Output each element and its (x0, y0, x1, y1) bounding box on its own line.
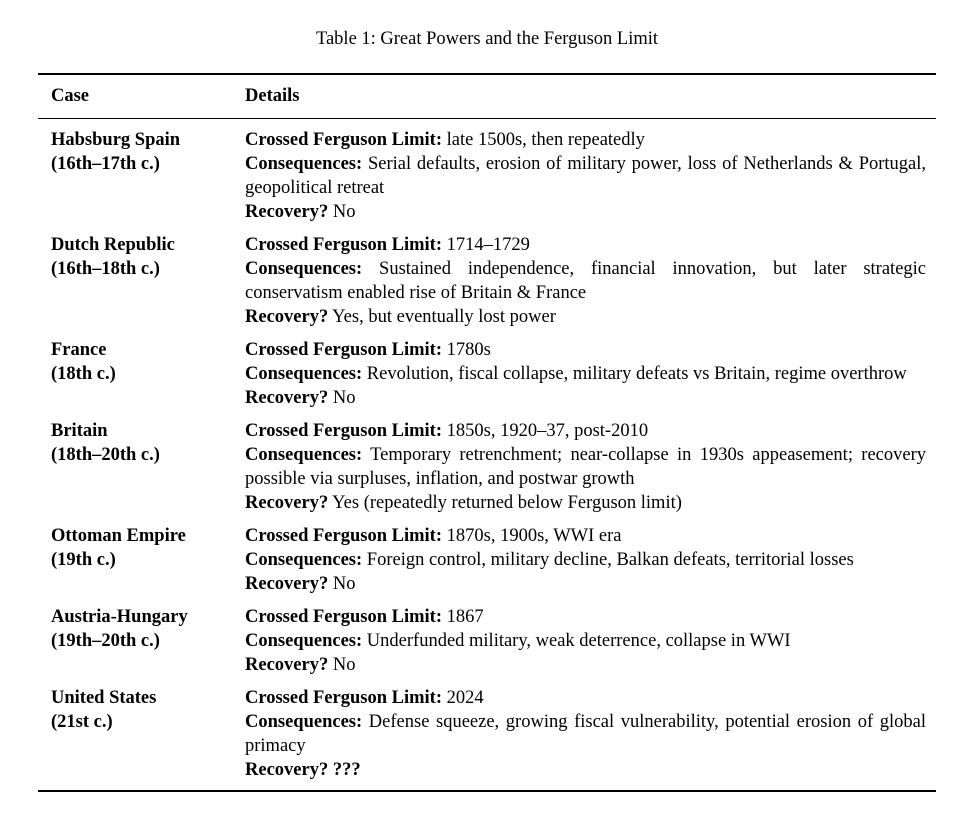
table-row (38, 686, 936, 782)
case-period: (21st c.) (51, 712, 113, 732)
table-row (38, 338, 936, 410)
table-header-row (38, 75, 936, 118)
consequences-line (245, 152, 926, 200)
consequences-value: Sustained independence, financial innovation, but later strategic conservatism enabled rise of Britain & France (245, 259, 927, 303)
case-cell (38, 338, 232, 410)
table-row (38, 605, 936, 677)
crossed-limit-value: 1850s, 1920–37, post-2010 (446, 421, 649, 441)
consequences-label: Consequences: (245, 259, 363, 279)
crossed-limit-label: Crossed Ferguson Limit: (245, 421, 442, 441)
consequences-label: Consequences: (245, 712, 363, 732)
details-cell (232, 233, 936, 329)
consequences-line (245, 548, 926, 572)
crossed-limit-value: 1714–1729 (446, 235, 530, 255)
case-period: (19th c.) (51, 550, 116, 570)
consequences-line (245, 710, 926, 758)
details-cell (232, 419, 936, 515)
recovery-label: Recovery? (245, 655, 329, 675)
case-cell (38, 524, 232, 596)
recovery-label: Recovery? (245, 760, 329, 780)
recovery-line (245, 305, 926, 329)
case-name: Ottoman Empire (51, 526, 186, 546)
table-row (38, 128, 936, 224)
crossed-limit-line (245, 605, 926, 629)
crossed-limit-label: Crossed Ferguson Limit: (245, 526, 442, 546)
crossed-limit-line (245, 128, 926, 152)
details-cell (232, 128, 936, 224)
recovery-label: Recovery? (245, 388, 329, 408)
table-row (38, 419, 936, 515)
recovery-line (245, 491, 926, 515)
case-cell (38, 686, 232, 782)
details-cell (232, 686, 936, 782)
crossed-limit-value: late 1500s, then repeatedly (446, 130, 645, 150)
recovery-line (245, 200, 926, 224)
consequences-line (245, 257, 926, 305)
case-name: France (51, 340, 107, 360)
case-period: (16th–18th c.) (51, 259, 160, 279)
recovery-line (245, 572, 926, 596)
case-cell (38, 419, 232, 515)
crossed-limit-value: 1867 (446, 607, 484, 627)
table-body (38, 119, 936, 782)
consequences-label: Consequences: (245, 631, 363, 651)
case-period: (19th–20th c.) (51, 631, 160, 651)
case-cell (38, 605, 232, 677)
table-row (38, 524, 936, 596)
case-period: (18th–20th c.) (51, 445, 160, 465)
consequences-value: Foreign control, military decline, Balkan defeats, territorial losses (366, 550, 854, 570)
consequences-line (245, 443, 926, 491)
consequences-line (245, 362, 926, 386)
recovery-value: Yes (repeatedly returned below Ferguson limit) (332, 493, 682, 513)
recovery-value: ??? (332, 760, 361, 780)
recovery-line (245, 653, 926, 677)
case-cell (38, 233, 232, 329)
case-name: Habsburg Spain (51, 130, 181, 150)
recovery-line (245, 758, 926, 782)
crossed-limit-value: 2024 (446, 688, 484, 708)
crossed-limit-label: Crossed Ferguson Limit: (245, 340, 442, 360)
recovery-label: Recovery? (245, 574, 329, 594)
crossed-limit-line (245, 338, 926, 362)
consequences-label: Consequences: (245, 154, 363, 174)
consequences-value: Temporary retrenchment; near-collapse in 1930s appeasement; recovery possible via surpluses, inflation, and postwar growth (245, 445, 926, 489)
consequences-value: Underfunded military, weak deterrence, collapse in WWI (366, 631, 791, 651)
recovery-value: No (332, 202, 356, 222)
details-cell (232, 338, 936, 410)
crossed-limit-value: 1780s (446, 340, 491, 360)
table-bottom-rule (38, 790, 936, 792)
header-details: Details (245, 86, 300, 106)
case-cell (38, 128, 232, 224)
recovery-label: Recovery? (245, 202, 329, 222)
details-cell (232, 524, 936, 596)
recovery-value: No (332, 574, 356, 594)
crossed-limit-label: Crossed Ferguson Limit: (245, 235, 442, 255)
consequences-value: Serial defaults, erosion of military power, loss of Netherlands & Portugal, geopolitical retreat (245, 154, 927, 198)
case-name: Austria-Hungary (51, 607, 188, 627)
crossed-limit-line (245, 233, 926, 257)
consequences-line (245, 629, 926, 653)
case-name: United States (51, 688, 157, 708)
consequences-value: Revolution, fiscal collapse, military defeats vs Britain, regime overthrow (366, 364, 907, 384)
table-caption: Table 1: Great Powers and the Ferguson Limit (315, 29, 659, 49)
table-row (38, 233, 936, 329)
crossed-limit-label: Crossed Ferguson Limit: (245, 607, 442, 627)
case-period: (16th–17th c.) (51, 154, 160, 174)
crossed-limit-label: Crossed Ferguson Limit: (245, 130, 442, 150)
recovery-label: Recovery? (245, 307, 329, 327)
consequences-label: Consequences: (245, 550, 363, 570)
consequences-value: Defense squeeze, growing fiscal vulnerability, potential erosion of global primacy (245, 712, 927, 756)
consequences-label: Consequences: (245, 445, 363, 465)
crossed-limit-value: 1870s, 1900s, WWI era (446, 526, 622, 546)
crossed-limit-line (245, 419, 926, 443)
recovery-value: No (332, 655, 356, 675)
ferguson-table (38, 73, 936, 792)
recovery-value: No (332, 388, 356, 408)
crossed-limit-label: Crossed Ferguson Limit: (245, 688, 442, 708)
case-name: Britain (51, 421, 108, 441)
crossed-limit-line (245, 524, 926, 548)
recovery-line (245, 386, 926, 410)
header-case: Case (51, 86, 90, 106)
case-name: Dutch Republic (51, 235, 175, 255)
consequences-label: Consequences: (245, 364, 363, 384)
recovery-label: Recovery? (245, 493, 329, 513)
crossed-limit-line (245, 686, 926, 710)
recovery-value: Yes, but eventually lost power (332, 307, 556, 327)
case-period: (18th c.) (51, 364, 116, 384)
details-cell (232, 605, 936, 677)
